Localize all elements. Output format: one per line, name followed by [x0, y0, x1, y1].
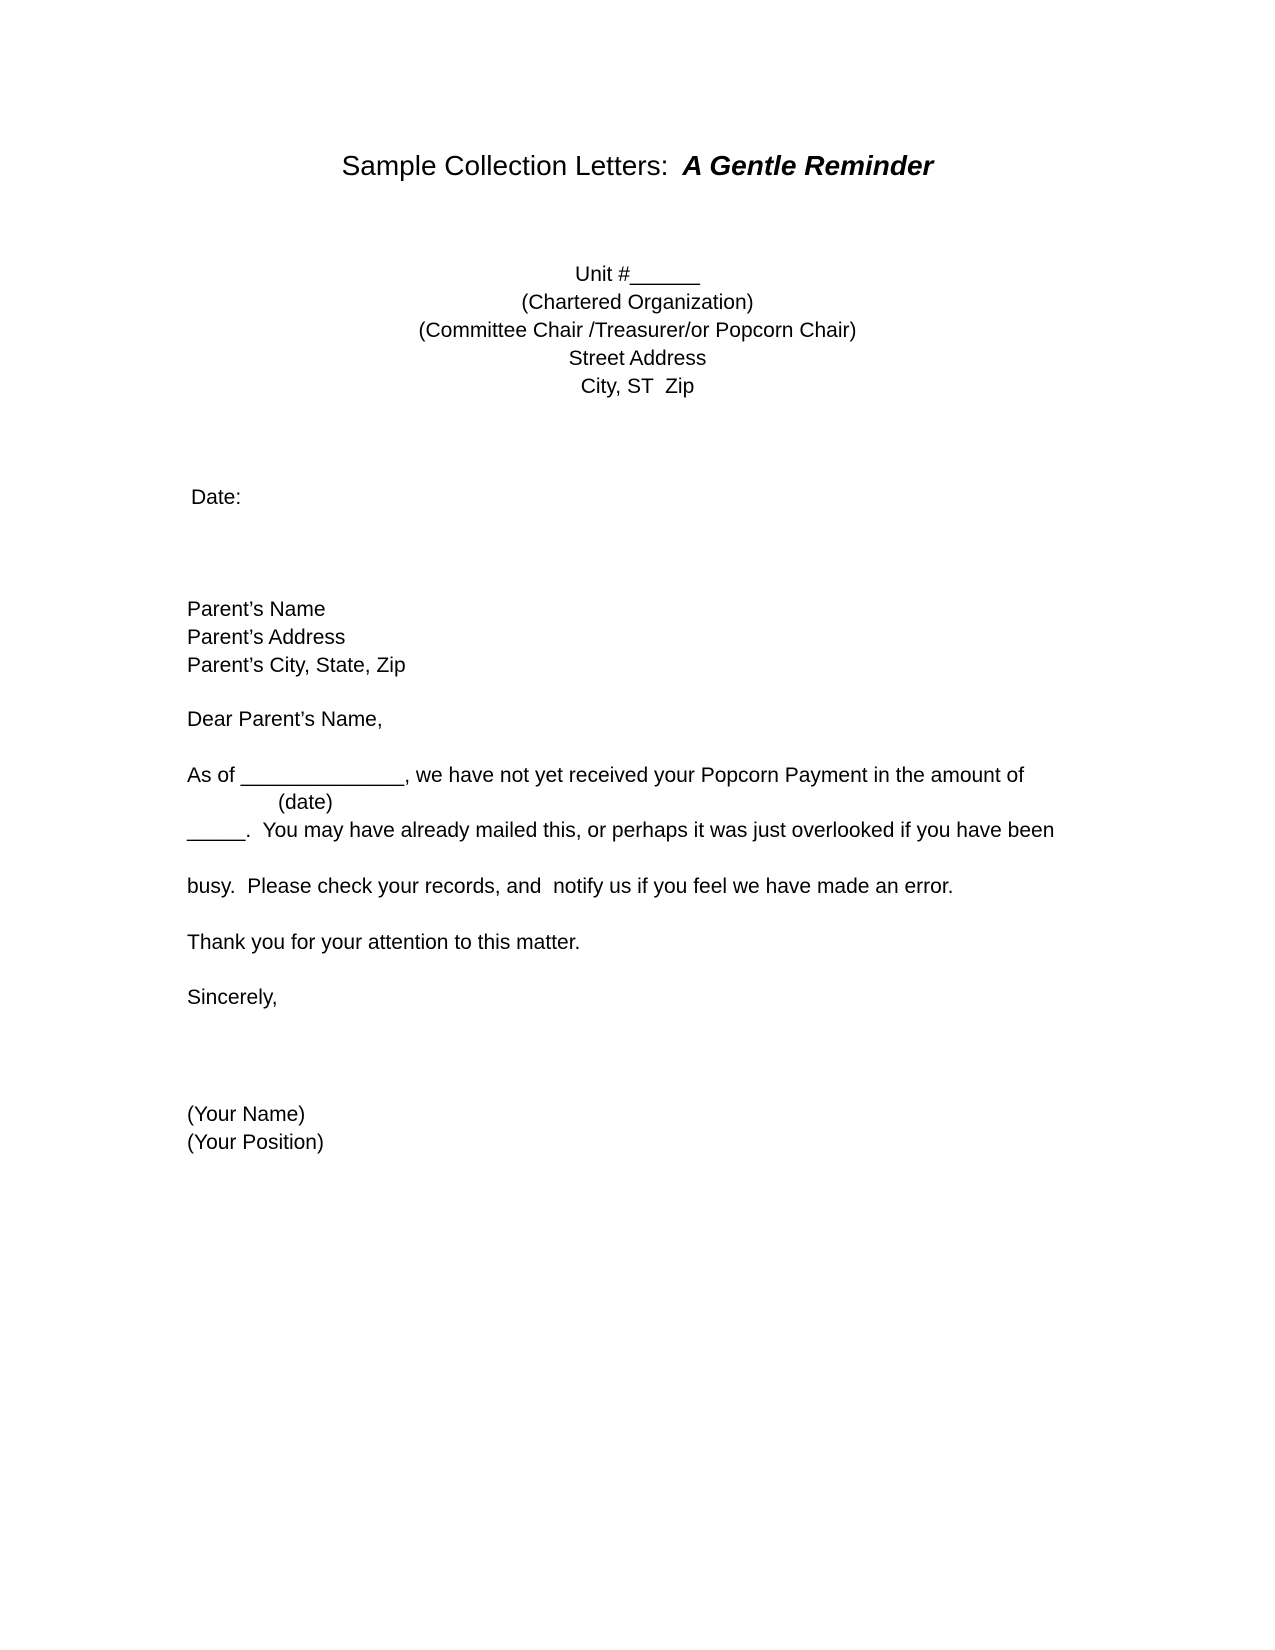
date-hint: (date) — [278, 791, 333, 814]
sender-organization: (Chartered Organization) — [521, 291, 754, 314]
sender-contact: (Committee Chair /Treasurer/or Popcorn Chair) — [418, 319, 857, 342]
title-prefix: Sample Collection Letters: — [341, 150, 669, 181]
sender-block — [0, 261, 1275, 401]
closing: Sincerely, — [187, 986, 278, 1009]
signature-name: (Your Name) — [187, 1103, 306, 1126]
title-emphasis: A Gentle Reminder — [682, 150, 934, 181]
recipient-name: Parent’s Name — [187, 598, 326, 621]
sender-unit: Unit #______ — [575, 263, 700, 286]
body-line-3: busy. Please check your records, and notify us if you feel we have made an error. — [187, 875, 954, 898]
sender-street: Street Address — [568, 347, 707, 370]
page-title — [0, 150, 1275, 182]
date-label: Date: — [191, 486, 242, 509]
recipient-block — [187, 596, 406, 680]
sender-city: City, ST Zip — [580, 375, 695, 398]
signature-block — [187, 1101, 324, 1157]
body-line-1: As of ______________, we have not yet received your Popcorn Payment in the amount of — [187, 764, 1025, 787]
body-line-2: _____. You may have already mailed this, or perhaps it was just overlooked if you have been — [187, 819, 1055, 842]
recipient-address: Parent’s Address — [187, 626, 346, 649]
signature-position: (Your Position) — [187, 1131, 324, 1154]
thanks-line: Thank you for your attention to this matter. — [187, 931, 581, 954]
recipient-city: Parent’s City, State, Zip — [187, 654, 406, 677]
salutation: Dear Parent’s Name, — [187, 708, 383, 731]
